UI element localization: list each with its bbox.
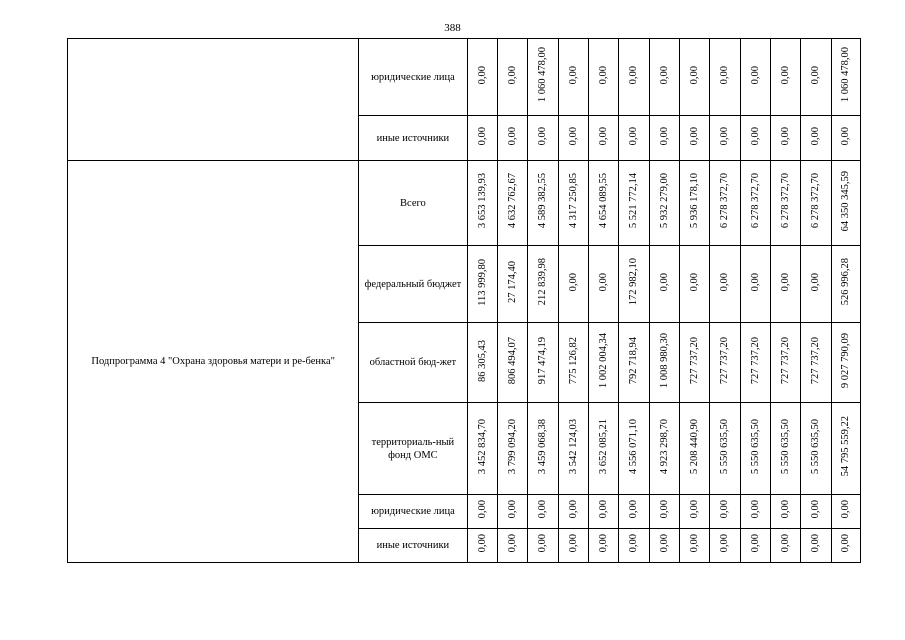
value-text: 6 278 372,70 <box>780 173 792 229</box>
empty-program-cell <box>68 39 359 161</box>
value-cell <box>619 403 649 495</box>
value-text: 54 795 559,22 <box>840 416 852 477</box>
value-text: 113 999,80 <box>476 258 488 306</box>
value-cell <box>649 403 679 495</box>
value-text: 3 452 834,70 <box>476 418 488 475</box>
value-cell <box>831 529 860 563</box>
value-cell <box>770 529 800 563</box>
value-cell <box>679 116 709 161</box>
value-cell <box>801 116 831 161</box>
value-cell <box>497 403 527 495</box>
value-cell <box>649 495 679 529</box>
value-text: 212 839,98 <box>537 258 549 306</box>
page-number: 388 <box>444 22 461 34</box>
value-cell <box>649 529 679 563</box>
value-cell <box>619 116 649 161</box>
value-cell <box>770 323 800 403</box>
value-text: 0,00 <box>689 65 701 85</box>
value-cell <box>528 323 558 403</box>
value-text: 64 350 345,59 <box>840 170 852 232</box>
value-text: 0,00 <box>840 534 852 553</box>
value-cell <box>649 161 679 246</box>
value-text: 86 305,43 <box>476 339 488 382</box>
value-cell <box>528 161 558 246</box>
value-cell <box>558 116 588 161</box>
value-text: 0,00 <box>658 65 670 85</box>
value-text: 0,00 <box>749 65 761 85</box>
value-cell <box>770 246 800 323</box>
value-text: 3 652 085,21 <box>598 418 610 475</box>
value-text: 0,00 <box>689 126 701 146</box>
value-text: 0,00 <box>476 65 488 85</box>
value-text: 5 936 178,10 <box>689 173 701 229</box>
value-cell <box>497 246 527 323</box>
value-cell <box>710 529 740 563</box>
value-text: 0,00 <box>658 126 670 146</box>
value-cell <box>497 39 527 116</box>
value-text: 0,00 <box>507 126 519 146</box>
value-text: 1 060 478,00 <box>537 47 549 103</box>
value-cell <box>588 39 618 116</box>
value-cell <box>831 116 860 161</box>
value-text: 5 550 635,50 <box>749 418 761 475</box>
value-text: 0,00 <box>658 534 670 553</box>
value-cell <box>710 323 740 403</box>
table-row <box>68 39 861 116</box>
value-cell <box>740 116 770 161</box>
value-text: 0,00 <box>780 65 792 85</box>
value-text: 0,00 <box>749 272 761 292</box>
value-text: 0,00 <box>749 534 761 553</box>
value-text: 0,00 <box>840 500 852 519</box>
value-text: 1 060 478,00 <box>840 47 852 103</box>
value-text: 1 008 980,30 <box>658 332 670 389</box>
value-cell <box>619 495 649 529</box>
value-text: 4 632 762,67 <box>507 173 519 229</box>
value-cell <box>679 246 709 323</box>
value-cell <box>558 403 588 495</box>
value-cell <box>831 495 860 529</box>
value-cell <box>831 39 860 116</box>
value-text: 727 737,20 <box>719 336 731 385</box>
value-text: 4 556 071,10 <box>628 418 640 475</box>
value-cell <box>467 495 497 529</box>
value-text: 792 718,94 <box>628 336 640 385</box>
value-text: 0,00 <box>719 500 731 519</box>
value-text: 5 932 279,00 <box>658 173 670 229</box>
value-cell <box>710 495 740 529</box>
value-cell <box>740 403 770 495</box>
value-text: 0,00 <box>780 500 792 519</box>
value-text: 0,00 <box>780 126 792 146</box>
value-text: 0,00 <box>780 534 792 553</box>
value-cell <box>558 529 588 563</box>
value-cell <box>801 529 831 563</box>
value-cell <box>588 246 618 323</box>
value-text: 9 027 790,09 <box>840 332 852 389</box>
value-cell <box>528 495 558 529</box>
value-text: 727 737,20 <box>810 336 822 385</box>
value-text: 0,00 <box>810 500 822 519</box>
value-cell <box>770 495 800 529</box>
value-cell <box>467 323 497 403</box>
value-text: 4 589 382,55 <box>537 173 549 229</box>
value-cell <box>831 161 860 246</box>
value-cell <box>740 495 770 529</box>
value-cell <box>710 246 740 323</box>
value-cell <box>740 246 770 323</box>
value-text: 775 126,82 <box>567 336 579 385</box>
value-text: 5 550 635,50 <box>780 418 792 475</box>
value-cell <box>649 116 679 161</box>
value-text: 917 474,19 <box>537 336 549 385</box>
value-cell <box>770 403 800 495</box>
value-cell <box>740 39 770 116</box>
value-cell <box>558 246 588 323</box>
value-cell <box>619 529 649 563</box>
value-text: 0,00 <box>567 500 579 519</box>
value-text: 0,00 <box>476 534 488 553</box>
value-cell <box>467 161 497 246</box>
value-cell <box>619 161 649 246</box>
value-cell <box>588 495 618 529</box>
value-cell <box>770 116 800 161</box>
value-text: 3 542 124,03 <box>567 418 579 475</box>
value-text: 6 278 372,70 <box>810 173 822 229</box>
value-text: 0,00 <box>810 272 822 292</box>
funding-table <box>67 38 861 563</box>
value-text: 5 550 635,50 <box>719 418 731 475</box>
funding-source-cell: Всего <box>359 161 467 246</box>
value-cell <box>801 323 831 403</box>
funding-source-cell: иные источники <box>359 116 467 161</box>
value-cell <box>619 246 649 323</box>
value-text: 0,00 <box>537 126 549 146</box>
value-text: 0,00 <box>537 500 549 519</box>
value-cell <box>770 39 800 116</box>
value-cell <box>649 323 679 403</box>
value-cell <box>649 39 679 116</box>
value-cell <box>801 161 831 246</box>
value-text: 0,00 <box>840 126 852 146</box>
value-text: 0,00 <box>567 65 579 85</box>
value-cell <box>558 39 588 116</box>
value-text: 0,00 <box>476 500 488 519</box>
value-text: 727 737,20 <box>780 336 792 385</box>
value-cell <box>467 39 497 116</box>
value-cell <box>588 403 618 495</box>
value-cell <box>679 161 709 246</box>
value-text: 0,00 <box>567 126 579 146</box>
value-cell <box>801 495 831 529</box>
value-cell <box>558 161 588 246</box>
value-cell <box>588 529 618 563</box>
value-text: 4 654 089,55 <box>598 173 610 229</box>
value-text: 0,00 <box>689 272 701 292</box>
value-text: 727 737,20 <box>749 336 761 385</box>
value-cell <box>770 161 800 246</box>
value-text: 0,00 <box>598 500 610 519</box>
value-text: 0,00 <box>689 534 701 553</box>
value-text: 0,00 <box>628 500 640 519</box>
value-text: 1 002 004,34 <box>598 332 610 389</box>
value-cell <box>710 403 740 495</box>
value-text: 0,00 <box>628 65 640 85</box>
value-cell <box>710 39 740 116</box>
value-cell <box>679 495 709 529</box>
value-cell <box>497 161 527 246</box>
value-cell <box>497 323 527 403</box>
value-cell <box>588 161 618 246</box>
value-text: 727 737,20 <box>689 336 701 385</box>
value-cell <box>497 495 527 529</box>
funding-source-cell: территориаль-ный фонд ОМС <box>359 403 467 495</box>
value-cell <box>467 529 497 563</box>
value-text: 0,00 <box>598 534 610 553</box>
value-text: 0,00 <box>810 65 822 85</box>
value-cell <box>497 529 527 563</box>
value-cell <box>528 529 558 563</box>
value-cell <box>679 39 709 116</box>
value-text: 0,00 <box>567 272 579 292</box>
value-text: 0,00 <box>810 534 822 553</box>
value-cell <box>467 116 497 161</box>
value-text: 5 208 440,90 <box>689 418 701 475</box>
value-cell <box>801 246 831 323</box>
value-text: 3 459 068,38 <box>537 418 549 475</box>
value-text: 0,00 <box>507 500 519 519</box>
table-row <box>68 161 861 246</box>
funding-source-cell: федеральный бюджет <box>359 246 467 323</box>
value-cell <box>831 323 860 403</box>
value-cell <box>801 403 831 495</box>
value-text: 0,00 <box>749 500 761 519</box>
value-text: 0,00 <box>628 126 640 146</box>
value-cell <box>679 529 709 563</box>
value-cell <box>619 323 649 403</box>
value-text: 0,00 <box>598 65 610 85</box>
value-text: 6 278 372,70 <box>719 173 731 229</box>
funding-source-cell: юридические лица <box>359 39 467 116</box>
value-text: 4 317 250,85 <box>567 173 579 229</box>
value-cell <box>528 116 558 161</box>
value-text: 4 923 298,70 <box>658 418 670 475</box>
value-text: 526 996,28 <box>840 258 852 306</box>
value-text: 806 494,07 <box>507 336 519 385</box>
value-text: 0,00 <box>719 272 731 292</box>
value-cell <box>740 161 770 246</box>
value-cell <box>831 403 860 495</box>
funding-source-cell: юридические лица <box>359 495 467 529</box>
value-text: 0,00 <box>628 534 640 553</box>
value-cell <box>831 246 860 323</box>
value-cell <box>497 116 527 161</box>
value-cell <box>528 403 558 495</box>
value-text: 0,00 <box>658 272 670 292</box>
value-cell <box>710 161 740 246</box>
value-cell <box>558 323 588 403</box>
value-cell <box>679 403 709 495</box>
value-text: 6 278 372,70 <box>749 173 761 229</box>
value-text: 0,00 <box>719 534 731 553</box>
funding-source-cell: областной бюд-жет <box>359 323 467 403</box>
value-text: 3 653 139,93 <box>476 173 488 229</box>
value-cell <box>558 495 588 529</box>
value-text: 3 799 094,20 <box>507 418 519 475</box>
value-text: 172 982,10 <box>628 258 640 306</box>
value-cell <box>740 323 770 403</box>
value-text: 0,00 <box>507 65 519 85</box>
funding-source-cell: иные источники <box>359 529 467 563</box>
value-text: 0,00 <box>476 126 488 146</box>
value-cell <box>528 39 558 116</box>
value-text: 0,00 <box>598 272 610 292</box>
value-text: 5 521 772,14 <box>628 173 640 229</box>
value-text: 0,00 <box>780 272 792 292</box>
value-cell <box>467 246 497 323</box>
value-cell <box>801 39 831 116</box>
value-text: 5 550 635,50 <box>810 418 822 475</box>
value-cell <box>649 246 679 323</box>
value-text: 0,00 <box>598 126 610 146</box>
value-text: 0,00 <box>719 65 731 85</box>
value-text: 0,00 <box>719 126 731 146</box>
value-text: 0,00 <box>810 126 822 146</box>
value-text: 27 174,40 <box>507 261 519 303</box>
value-cell <box>710 116 740 161</box>
value-cell <box>467 403 497 495</box>
subprogram-title: Подпрограмма 4 "Охрана здоровья матери и ре-бенка" <box>68 161 359 563</box>
value-cell <box>588 323 618 403</box>
value-text: 0,00 <box>507 534 519 553</box>
value-text: 0,00 <box>689 500 701 519</box>
value-cell <box>679 323 709 403</box>
value-text: 0,00 <box>567 534 579 553</box>
value-text: 0,00 <box>658 500 670 519</box>
value-cell <box>588 116 618 161</box>
value-text: 0,00 <box>749 126 761 146</box>
value-text: 0,00 <box>537 534 549 553</box>
value-cell <box>740 529 770 563</box>
value-cell <box>528 246 558 323</box>
value-cell <box>619 39 649 116</box>
